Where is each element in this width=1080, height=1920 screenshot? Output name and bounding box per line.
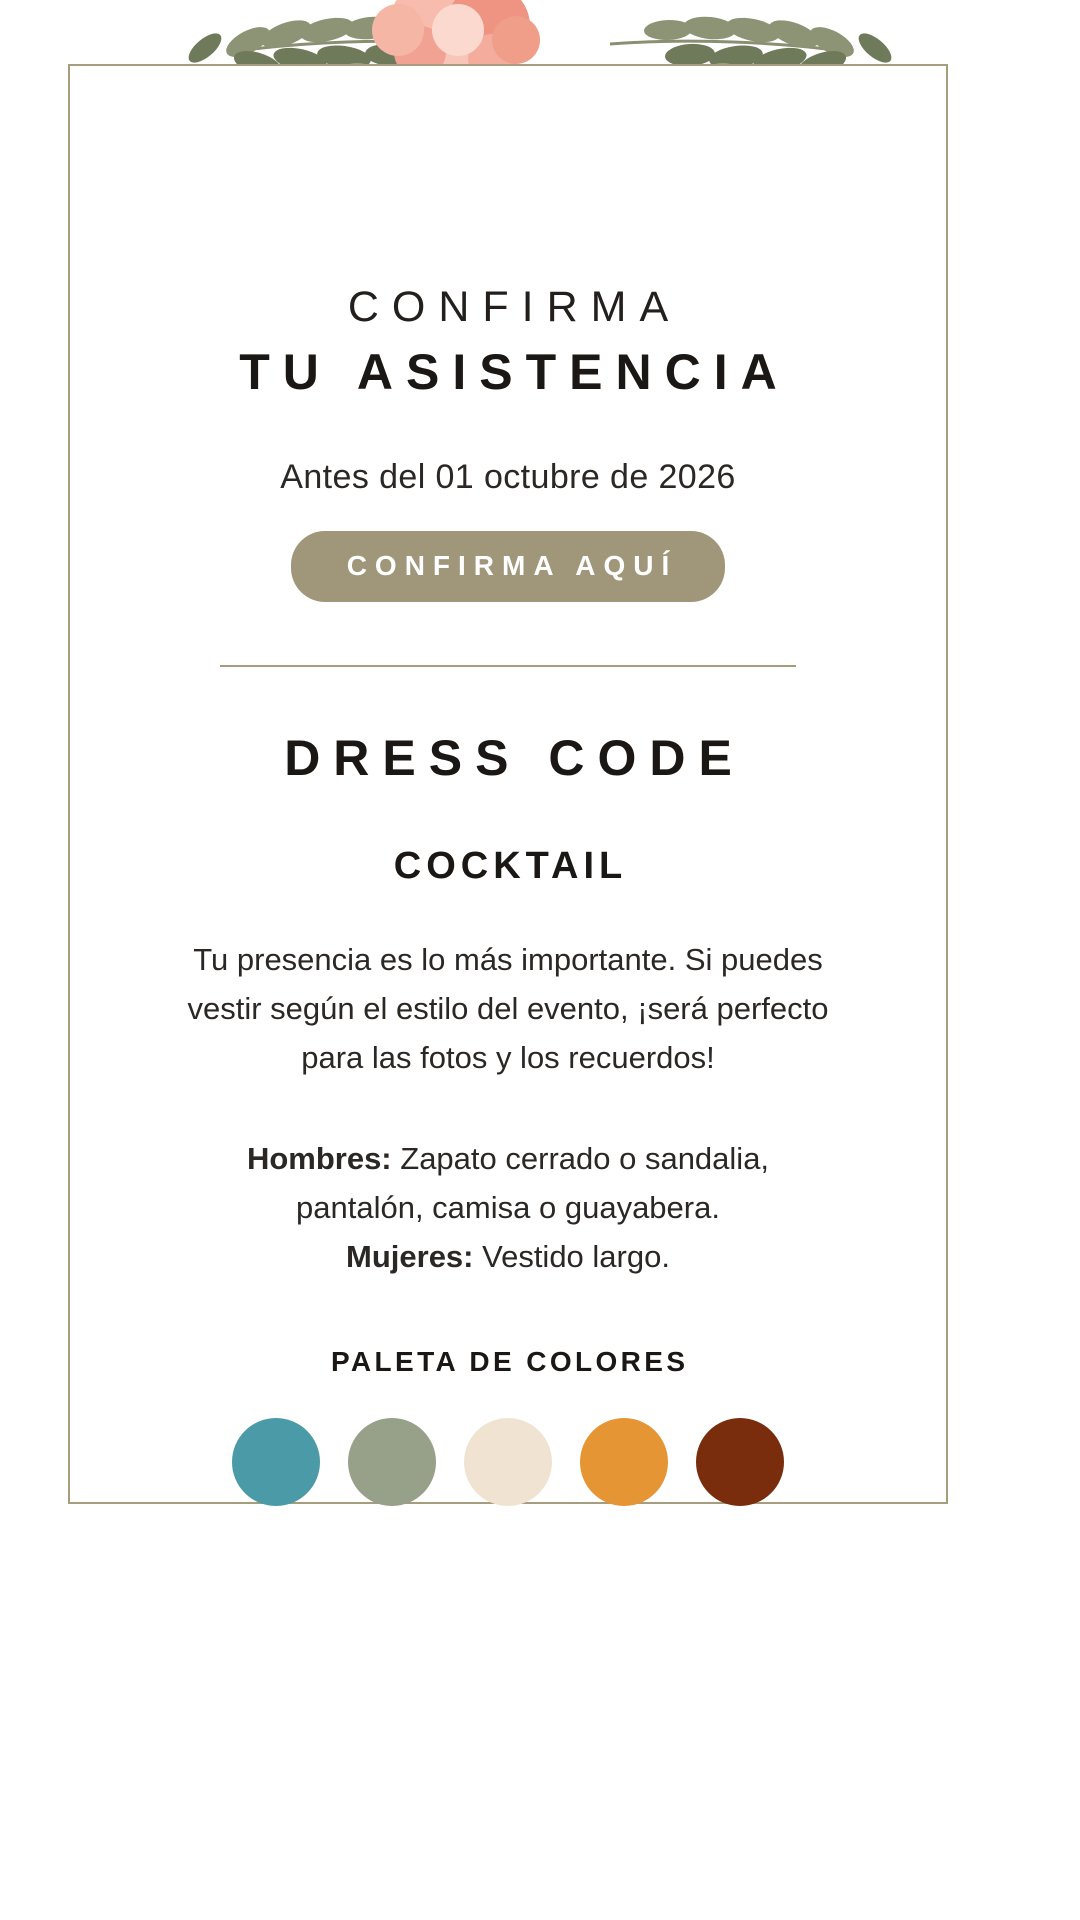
men-text: Zapato cerrado o sandalia, pantalón, camisa o guayabera. [296,1140,770,1225]
section-divider [220,665,796,667]
invitation-content [68,64,948,1506]
women-label: Mujeres: [346,1238,474,1274]
page-title-line2: TU ASISTENCIA [239,343,790,400]
color-swatch-teal [232,1418,320,1506]
color-palette [108,1418,908,1506]
color-swatch-amber [580,1418,668,1506]
color-swatch-cream [464,1418,552,1506]
confirm-attendance-button[interactable]: CONFIRMA AQUÍ [291,531,726,602]
dress-code-heading: DRESS CODE [284,729,745,786]
women-text: Vestido largo. [473,1238,670,1274]
men-label: Hombres: [246,1140,392,1176]
palette-title: PALETA DE COLORES [330,1345,689,1377]
dress-code-description: Tu presencia es lo más importante. Si puedes vestir según el estilo del evento, ¡será perfecto para las fotos y los recuerdos! [187,941,829,1075]
dress-code-style: COCKTAIL [393,844,628,887]
color-swatch-brown [696,1418,784,1506]
color-swatch-sage [348,1418,436,1506]
rsvp-button-container [108,531,908,602]
page-title-line1: CONFIRMA [347,283,682,331]
rsvp-deadline: Antes del 01 octubre de 2026 [280,457,736,496]
attire-details [188,1135,828,1282]
